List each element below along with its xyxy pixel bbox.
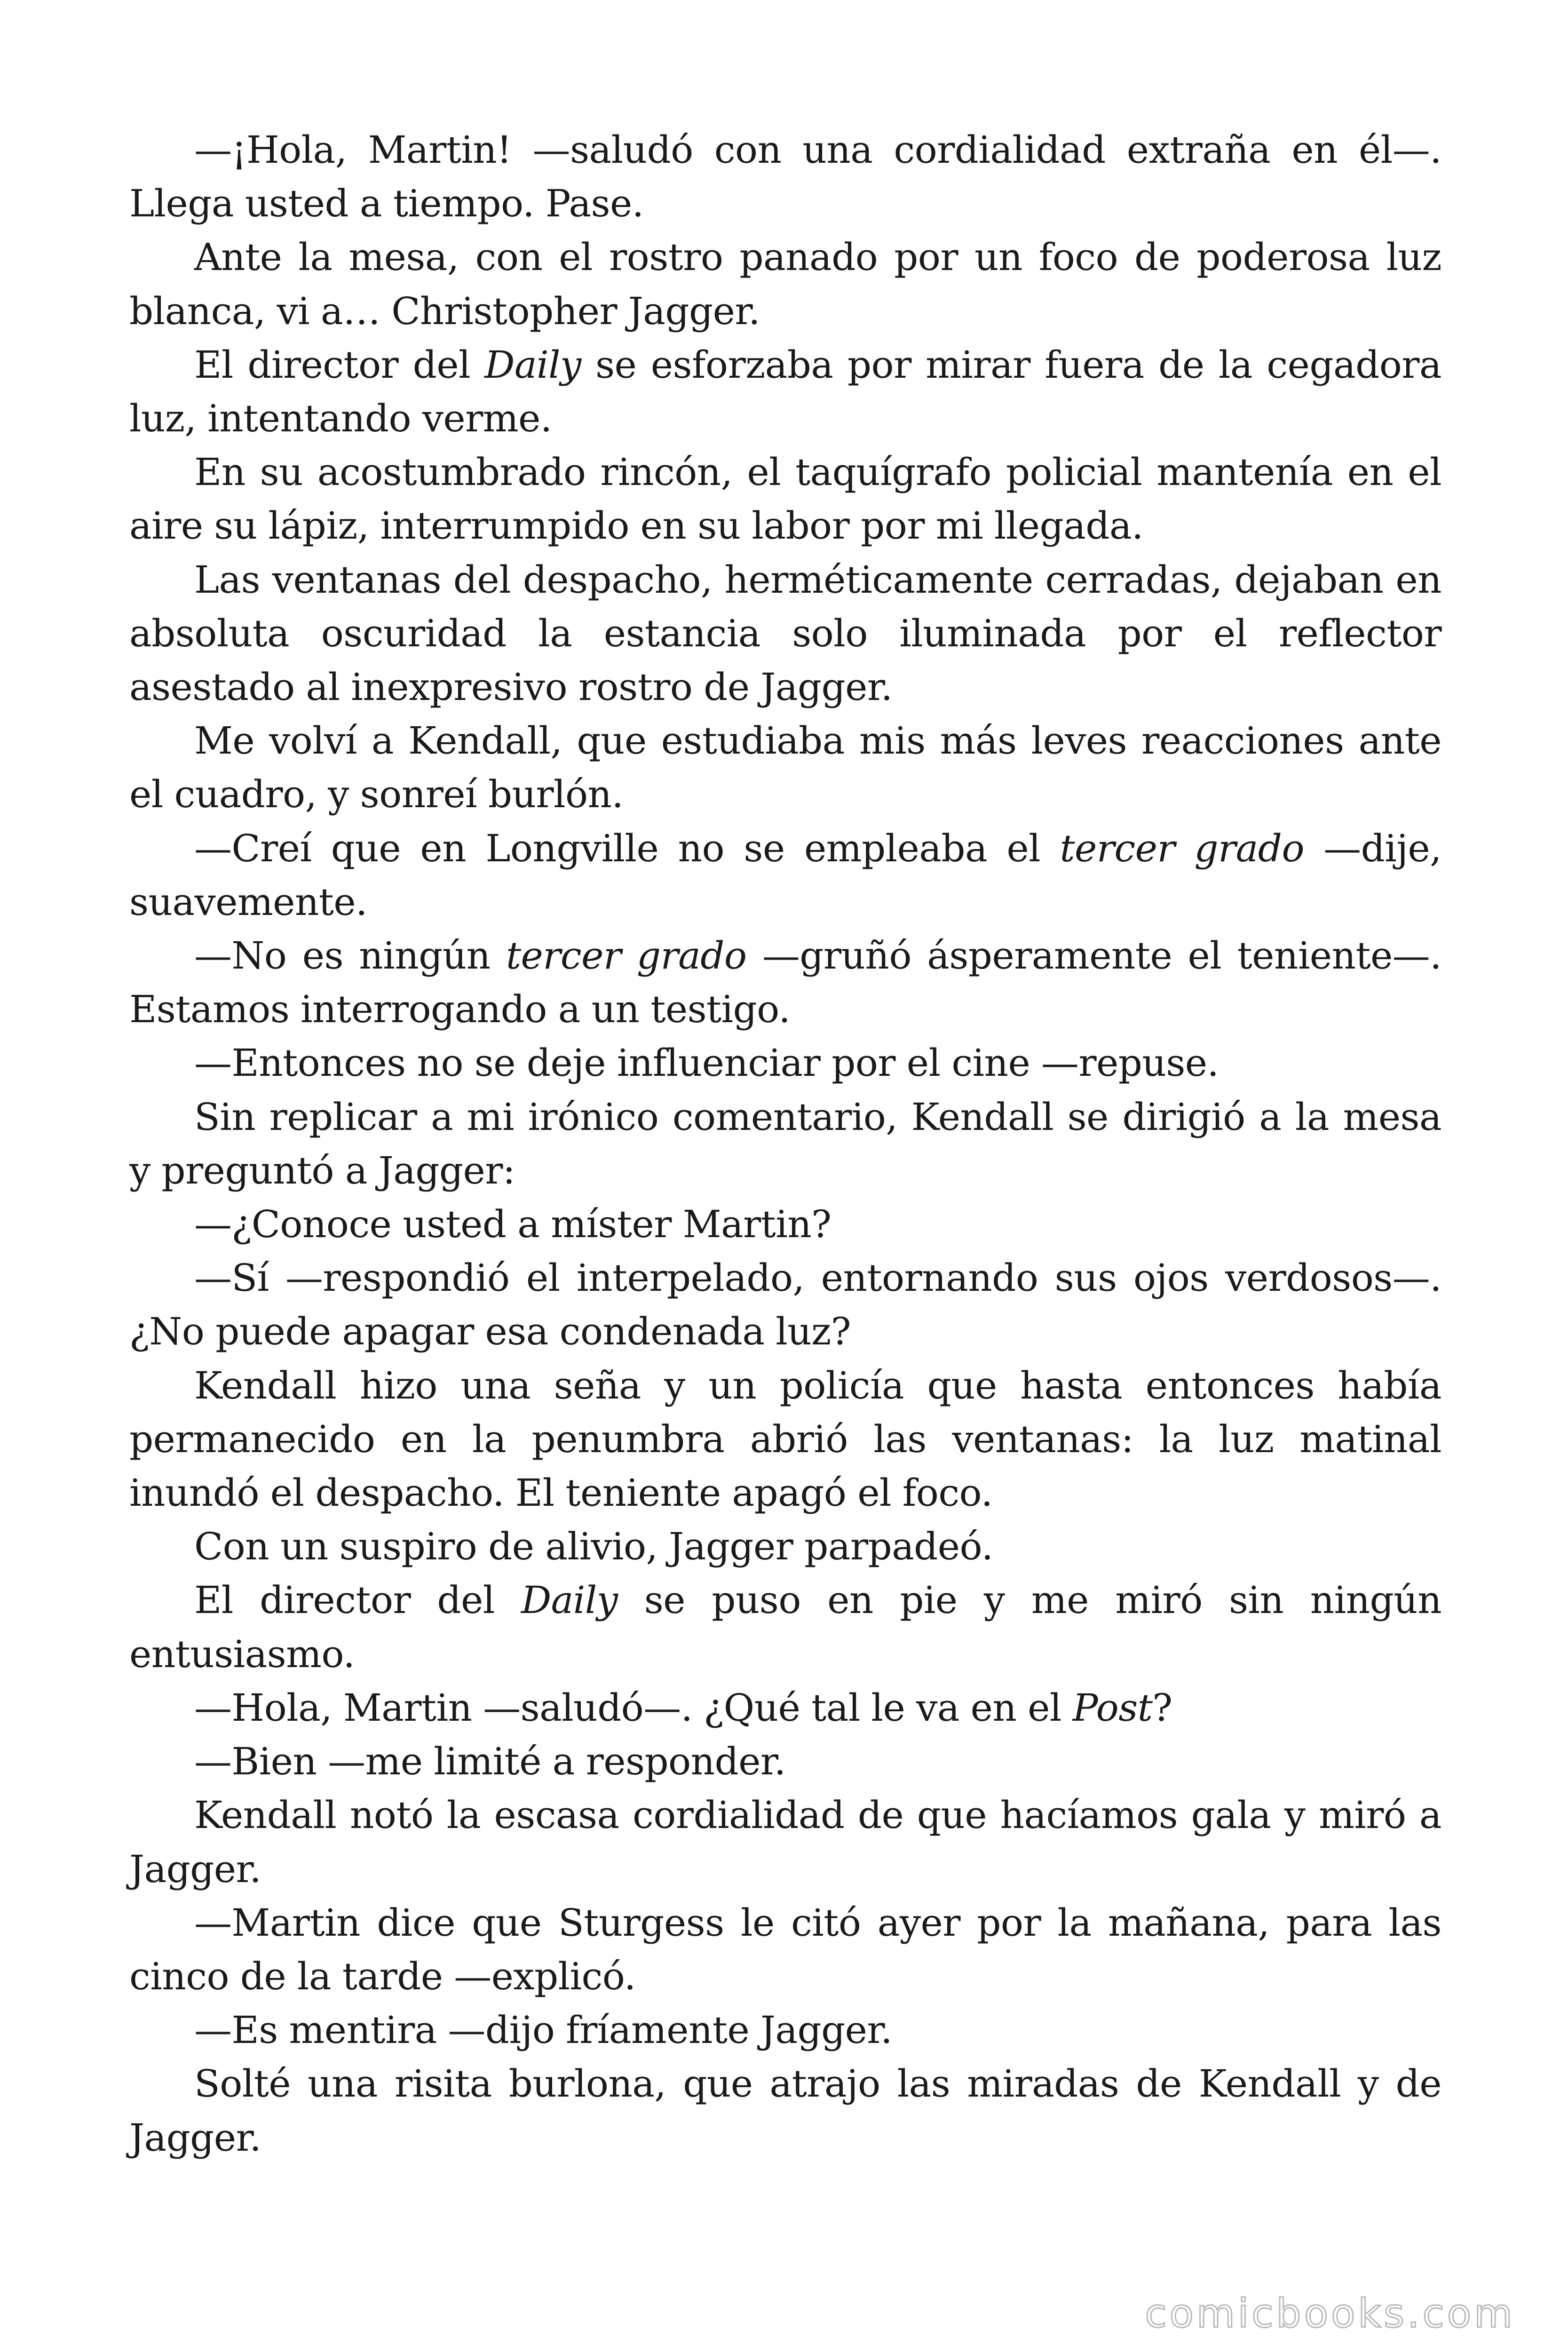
paragraph <box>129 1896 1441 2003</box>
text-run: Kendall notó la escasa cordialidad de que hacíamos gala y miró a Jagger. <box>129 1793 1441 1891</box>
paragraph <box>129 714 1441 821</box>
text-run: —Sí —respondió el interpelado, entornando sus ojos verdosos—. ¿No puede apagar esa condenada luz? <box>129 1256 1441 1354</box>
paragraph <box>129 929 1441 1036</box>
text-run: Sin replicar a mi irónico comentario, Kendall se dirigió a la mesa y preguntó a Jagger: <box>129 1095 1441 1192</box>
paragraph <box>129 1198 1441 1251</box>
text-run: Kendall hizo una seña y un policía que hasta entonces había permanecido en la penumbra abrió las ventanas: la luz matinal inundó el despacho. El teniente apagó el foco. <box>129 1363 1441 1515</box>
paragraph <box>129 1735 1441 1788</box>
text-run: —Creí que en Longville no se empleaba el <box>194 826 1060 870</box>
text-run: —Es mentira —dijo fríamente Jagger. <box>194 2008 893 2052</box>
paragraph <box>129 1573 1441 1681</box>
text-run: ? <box>1152 1685 1172 1730</box>
paragraph <box>129 2003 1441 2057</box>
paragraph <box>129 1036 1441 1090</box>
italic-text: tercer grado <box>506 934 747 978</box>
text-run: se esforzaba por mirar fuera de la cegadora luz, intentando verme. <box>129 342 1441 441</box>
italic-text: Daily <box>484 342 581 387</box>
paragraph <box>129 1681 1441 1735</box>
site-watermark: comicbooks.com <box>1145 2290 1515 2336</box>
text-run: —Entonces no se deje influenciar por el cine —repuse. <box>194 1041 1219 1085</box>
paragraph <box>129 1251 1441 1359</box>
text-run: Solté una risita burlona, que atrajo las miradas de Kendall y de Jagger. <box>129 2062 1441 2160</box>
text-run: —Hola, Martin —saludó—. ¿Qué tal le va en el <box>194 1685 1073 1730</box>
paragraph <box>129 1090 1441 1198</box>
body-text <box>129 123 1441 2165</box>
italic-text: Post <box>1072 1685 1153 1730</box>
text-run: Ante la mesa, con el rostro panado por un foco de poderosa luz blanca, vi a… Christopher Jagger. <box>129 235 1441 333</box>
text-run: se puso en pie y me miró sin ningún entusiasmo. <box>129 1578 1442 1676</box>
paragraph <box>129 123 1441 230</box>
text-run: El director del <box>194 342 485 387</box>
text-run: —¿Conoce usted a míster Martin? <box>194 1202 832 1247</box>
text-run: Me volví a Kendall, que estudiaba mis más leves reacciones ante el cuadro, y sonreí burlón. <box>129 719 1441 817</box>
text-run: —No es ningún <box>194 934 506 978</box>
paragraph <box>129 553 1441 715</box>
paragraph <box>129 1788 1441 1896</box>
text-run: Con un suspiro de alivio, Jagger parpadeó. <box>194 1525 993 1569</box>
paragraph <box>129 338 1441 445</box>
text-run: —dije, suavemente. <box>129 826 1442 924</box>
paragraph <box>129 1520 1441 1573</box>
text-run: El director del <box>194 1578 522 1622</box>
text-run: —Bien —me limité a responder. <box>194 1740 786 1784</box>
text-run: —gruñó ásperamente el teniente—. Estamos interrogando a un testigo. <box>129 934 1441 1032</box>
paragraph <box>129 822 1441 929</box>
text-run: —Martin dice que Sturgess le citó ayer por la mañana, para las cinco de la tarde —explicó. <box>129 1900 1441 1998</box>
paragraph <box>129 230 1441 338</box>
text-run: En su acostumbrado rincón, el taquígrafo policial mantenía en el aire su lápiz, interrumpido en su labor por mi llegada. <box>129 450 1441 548</box>
text-run: —¡Hola, Martin! —saludó con una cordialidad extraña en él—. Llega usted a tiempo. Pase. <box>129 128 1441 226</box>
text-run: Las ventanas del despacho, herméticamente cerradas, dejaban en absoluta oscuridad la estancia solo iluminada por el reflector asestado al inexpresivo rostro de Jagger. <box>129 557 1441 709</box>
paragraph <box>129 1359 1441 1520</box>
italic-text: Daily <box>521 1578 618 1622</box>
paragraph <box>129 2057 1441 2164</box>
paragraph <box>129 445 1441 553</box>
italic-text: tercer grado <box>1060 826 1304 870</box>
